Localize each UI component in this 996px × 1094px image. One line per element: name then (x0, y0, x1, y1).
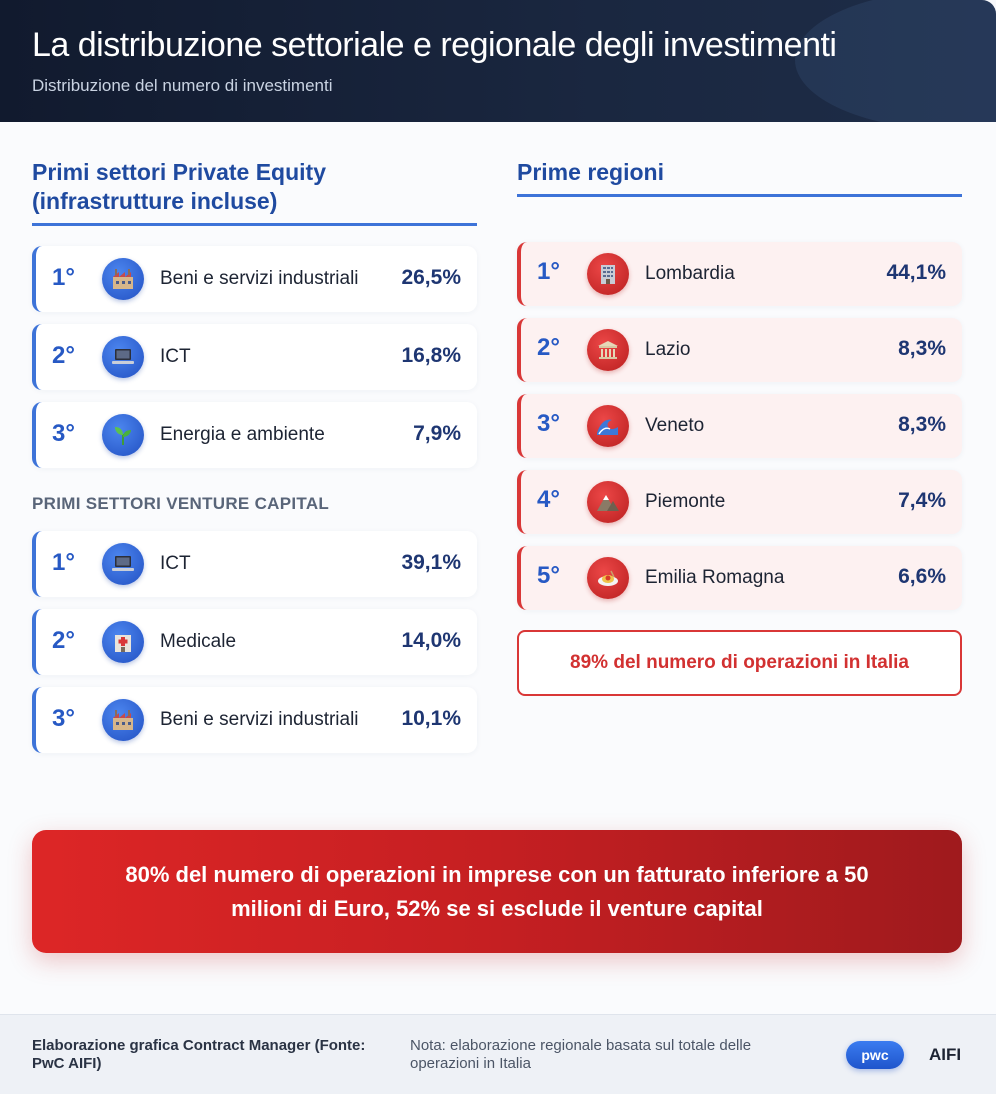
regions-section-title: Prime regioni (517, 159, 664, 185)
pasta-icon (587, 557, 629, 599)
rank: 2° (537, 334, 560, 361)
sector-label: ICT (160, 553, 191, 574)
laptop-icon (102, 336, 144, 378)
pe-title-line1: Primi settori Private Equity (32, 159, 326, 185)
vc-row-1 (32, 531, 477, 597)
header (0, 0, 996, 122)
region-label: Lazio (645, 339, 691, 360)
pe-section-rule (32, 223, 477, 226)
region-row-2 (517, 318, 962, 382)
sector-label: ICT (160, 346, 191, 367)
region-value: 6,6% (898, 565, 946, 588)
region-label: Piemonte (645, 491, 726, 512)
seedling-icon (102, 414, 144, 456)
pe-section-title (32, 158, 326, 216)
rank: 3° (52, 705, 75, 732)
region-row-3 (517, 394, 962, 458)
sector-label: Energia e ambiente (160, 424, 325, 445)
main-content (0, 122, 996, 1014)
sector-label: Beni e servizi industriali (160, 709, 359, 730)
sector-label: Medicale (160, 631, 237, 652)
rank: 3° (537, 410, 560, 437)
sector-value: 14,0% (401, 629, 461, 652)
region-label: Emilia Romagna (645, 567, 785, 588)
vc-row-3 (32, 687, 477, 753)
sector-value: 26,5% (401, 266, 461, 289)
footer-credit: Elaborazione grafica Contract Manager (Fonte: PwC AIFI) (32, 1037, 366, 1072)
region-value: 8,3% (898, 337, 946, 360)
italy-summary-box: 89% del numero di operazioni in Italia (517, 630, 962, 696)
office-building-icon (587, 253, 629, 295)
mountain-icon (587, 481, 629, 523)
pe-row-3 (32, 402, 477, 468)
rank: 5° (537, 562, 560, 589)
vc-section-title: PRIMI SETTORI VENTURE CAPITAL (32, 494, 330, 513)
rank: 1° (537, 258, 560, 285)
regions-section-rule (517, 194, 962, 197)
pe-row-2 (32, 324, 477, 390)
sector-value: 10,1% (401, 707, 461, 730)
page-subtitle: Distribuzione del numero di investimenti (32, 76, 333, 95)
wave-icon (587, 405, 629, 447)
region-row-1 (517, 242, 962, 306)
sector-value: 7,9% (413, 422, 461, 445)
sector-value: 16,8% (401, 344, 461, 367)
region-value: 8,3% (898, 413, 946, 436)
laptop-icon (102, 543, 144, 585)
region-label: Veneto (645, 415, 705, 436)
factory-icon (102, 258, 144, 300)
footer-note: Nota: elaborazione regionale basata sul totale delle operazioni in Italia (410, 1037, 752, 1072)
sector-label: Beni e servizi industriali (160, 268, 359, 289)
region-row-5 (517, 546, 962, 610)
region-value: 44,1% (886, 261, 946, 284)
page-title: La distribuzione settoriale e regionale degli investimenti (32, 26, 837, 64)
region-label: Lombardia (645, 263, 735, 284)
rank: 3° (52, 420, 75, 447)
pe-title-line2: (infrastrutture incluse) (32, 188, 278, 214)
hospital-icon (102, 621, 144, 663)
aifi-logo: AIFI (929, 1045, 962, 1064)
rank: 2° (52, 342, 75, 369)
highlight-banner: 80% del numero di operazioni in imprese con un fatturato inferiore a 50 milioni di Euro, 52% se si esclude il venture capital (32, 830, 962, 953)
rank: 1° (52, 549, 75, 576)
rank: 1° (52, 264, 75, 291)
pe-row-1 (32, 246, 477, 312)
classical-building-icon (587, 329, 629, 371)
vc-row-2 (32, 609, 477, 675)
region-value: 7,4% (898, 489, 946, 512)
region-row-4 (517, 470, 962, 534)
pwc-logo: pwc (846, 1041, 904, 1069)
rank: 2° (52, 627, 75, 654)
rank: 4° (537, 486, 560, 513)
footer (0, 1014, 996, 1094)
factory-icon (102, 699, 144, 741)
sector-value: 39,1% (401, 551, 461, 574)
